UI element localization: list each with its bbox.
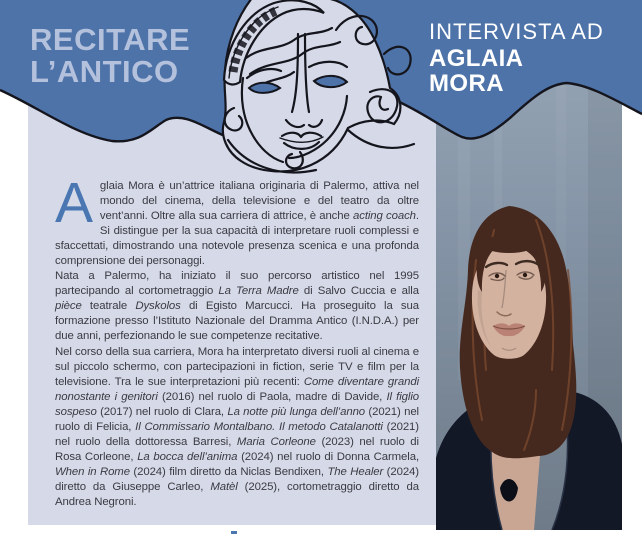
interviewee-name-line1: AGLAIA	[429, 45, 524, 72]
article-paragraph-3: Nel corso della sua carriera, Mora ha interpretato diversi ruoli al cinema e sul piccolo schermo, con partecipazioni in fiction, serie TV e film per la televisione. Tra le sue interpretazioni più recenti: Come diventare grandi nonostante i genitori (2016) nel ruolo di Paola, madre di Davide, Il figlio sospeso (2017) nel ruolo di Clara, La notte più lunga dell’anno (2021) nel ruolo di Felicia, Il Commissario Montalbano. Il metodo Catalanotti (2021) nel ruolo della dottoressa Barresi, Maria Corleone (2023) nel ruolo di Rosa Corleone, La bocca dell’anima (2024) nel ruolo di Donna Carmela, When in Rome (2024) film diretto da Niclas Bendixen, The Healer (2024) diretto da Giuseppe Carleo, Matèl (2025), cortometraggio diretto da Andrea Negroni.	[55, 345, 420, 508]
drop-cap: A	[55, 171, 93, 235]
article-paragraph-1	[55, 171, 419, 269]
page-title-line2: L’ANTICO	[30, 54, 179, 89]
article-paragraph-2: Nata a Palermo, ha iniziato il suo percorso artistico nel 1995 partecipando al cortometraggio La Terra Madre di Salvo Cuccia e alla pièce teatrale Dyskolos di Egisto Marcucci. Ha proseguito la sua formazione presso l’Istituto Nazionale del Dramma Antico (I.N.D.A.) per due anni, perfezionando le sue competenze recitative.	[55, 270, 419, 343]
page-title	[30, 24, 190, 88]
interviewee-name-line2: MORA	[429, 70, 504, 97]
interviewee-name	[429, 46, 604, 96]
greek-theater-mask-icon	[170, 0, 420, 188]
paragraph-text: glaia Mora è un’attrice italiana originaria di Palermo, attiva nel mondo del cinema, della televisione e del teatro da oltre vent’anni. Oltre alla sua carriera di attrice, è anche acting coach. Si distingue per la sua capacità di interpretare ruoli complessi e sfaccettati, dimostrando una notevole presenza scenica e una profonda comprensione dei personaggi.	[55, 180, 419, 268]
interview-headline	[429, 20, 604, 96]
headline-kicker: INTERVISTA AD	[429, 19, 604, 44]
footer-dash	[231, 531, 237, 534]
page-title-line1: RECITARE	[30, 22, 191, 57]
article-body	[55, 171, 420, 510]
